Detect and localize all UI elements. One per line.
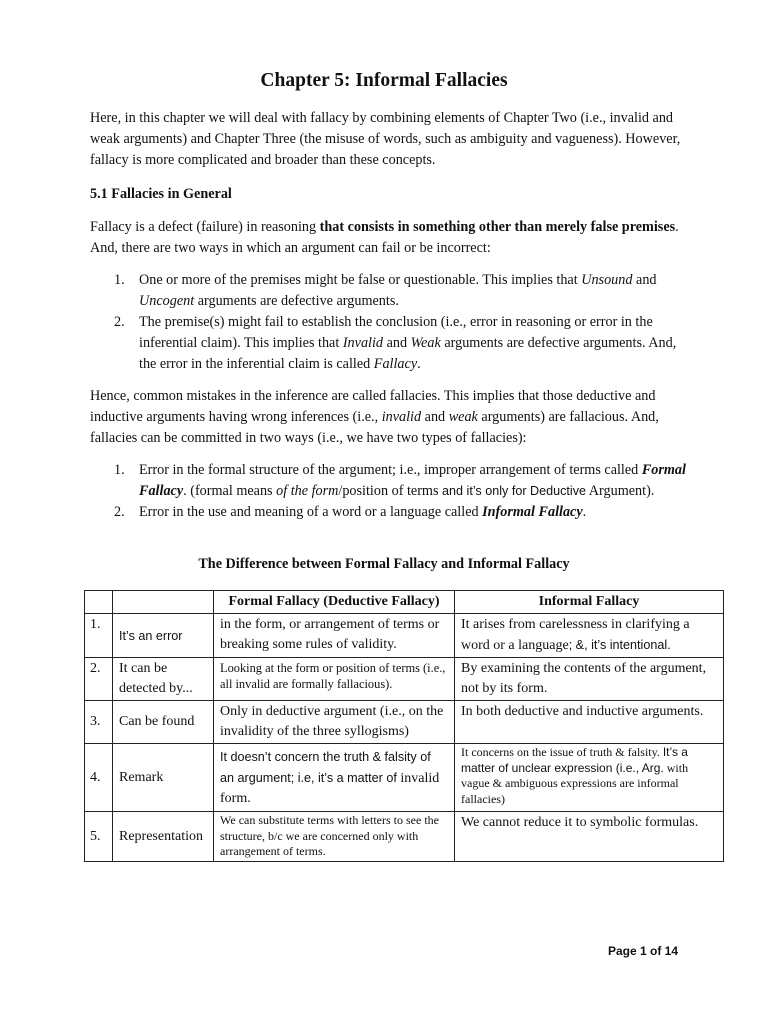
table-row: 5. Representation We can substitute terms with letters to see the structure, b/c we are concerned only with arrangement of terms. We cannot reduce it to symbolic formulas. <box>85 812 724 862</box>
comparison-table <box>84 590 724 862</box>
table-row: 2. It can be detected by... Looking at the form or position of terms (i.e., all invalid are formally fallacious). By examining the contents of the argument, not by its form. <box>85 658 724 701</box>
hence-paragraph: Hence, common mistakes in the inference are called fallacies. This implies that those deductive and inductive arguments having wrong inferences (i.e., invalid and weak arguments) are fallacious. And, fallacies can be committed in two ways (i.e., we have two types of fallacies): <box>90 388 659 446</box>
table-row: 3. Can be found Only in deductive argument (i.e., on the invalidity of the three syllogisms) In both deductive and inductive arguments. <box>85 701 724 744</box>
list-item: 1. Error in the formal structure of the argument; i.e., improper arrangement of terms called Formal Fallacy. (formal means of the form/position of terms and it’s only for Deductive Argument). <box>114 462 686 499</box>
table-row: 4. Remark It doesn’t concern the truth & falsity of an argument; i.e, it’s a matter of invalid form. It concerns on the issue of truth & falsity. It’s a matter of unclear expression (i.e., Arg. with vague & ambiguous expressions are informal fallacies) <box>85 744 724 812</box>
header-formal: Formal Fallacy (Deductive Fallacy) <box>214 591 455 614</box>
table-row: 1. It’s an error in the form, or arrangement of terms or breaking some rules of validity. It arises from carelessness in clarifying a word or a language; &, it’s intentional. <box>85 614 724 658</box>
table-caption: The Difference between Formal Fallacy and Informal Fallacy <box>198 556 570 572</box>
list-item: 2. The premise(s) might fail to establish the conclusion (i.e., error in reasoning or error in the inferential claim). This implies that Invalid and Weak arguments are defective arguments. And, the error in the inferential claim is called Fallacy. <box>114 314 677 372</box>
header-informal: Informal Fallacy <box>455 591 724 614</box>
intro-text: Here, in this chapter we will deal with fallacy by combining elements of Chapter Two (i.e., invalid and weak arguments) and Chapter Three (the misuse of words, such as ambiguity and vagueness). However, fallacy is more complicated and broader than these concepts. <box>90 110 681 168</box>
intro-paragraph <box>90 108 690 171</box>
failure-list <box>93 270 693 375</box>
table-header-row <box>85 591 724 614</box>
chapter-title: Chapter 5: Informal Fallacies <box>260 70 508 91</box>
definition-paragraph: Fallacy is a defect (failure) in reasoning that consists in something other than merely false premises. And, there are two ways in which an argument can fail or be incorrect: <box>90 219 679 256</box>
section-heading: 5.1 Fallacies in General <box>90 186 232 202</box>
page-number: Page 1 of 14 <box>607 944 678 958</box>
fallacy-types-list <box>93 460 693 523</box>
list-item: 2. Error in the use and meaning of a word or a language called Informal Fallacy. <box>114 504 587 520</box>
list-item: 1. One or more of the premises might be false or questionable. This implies that Unsound and Uncogent arguments are defective arguments. <box>114 272 657 309</box>
